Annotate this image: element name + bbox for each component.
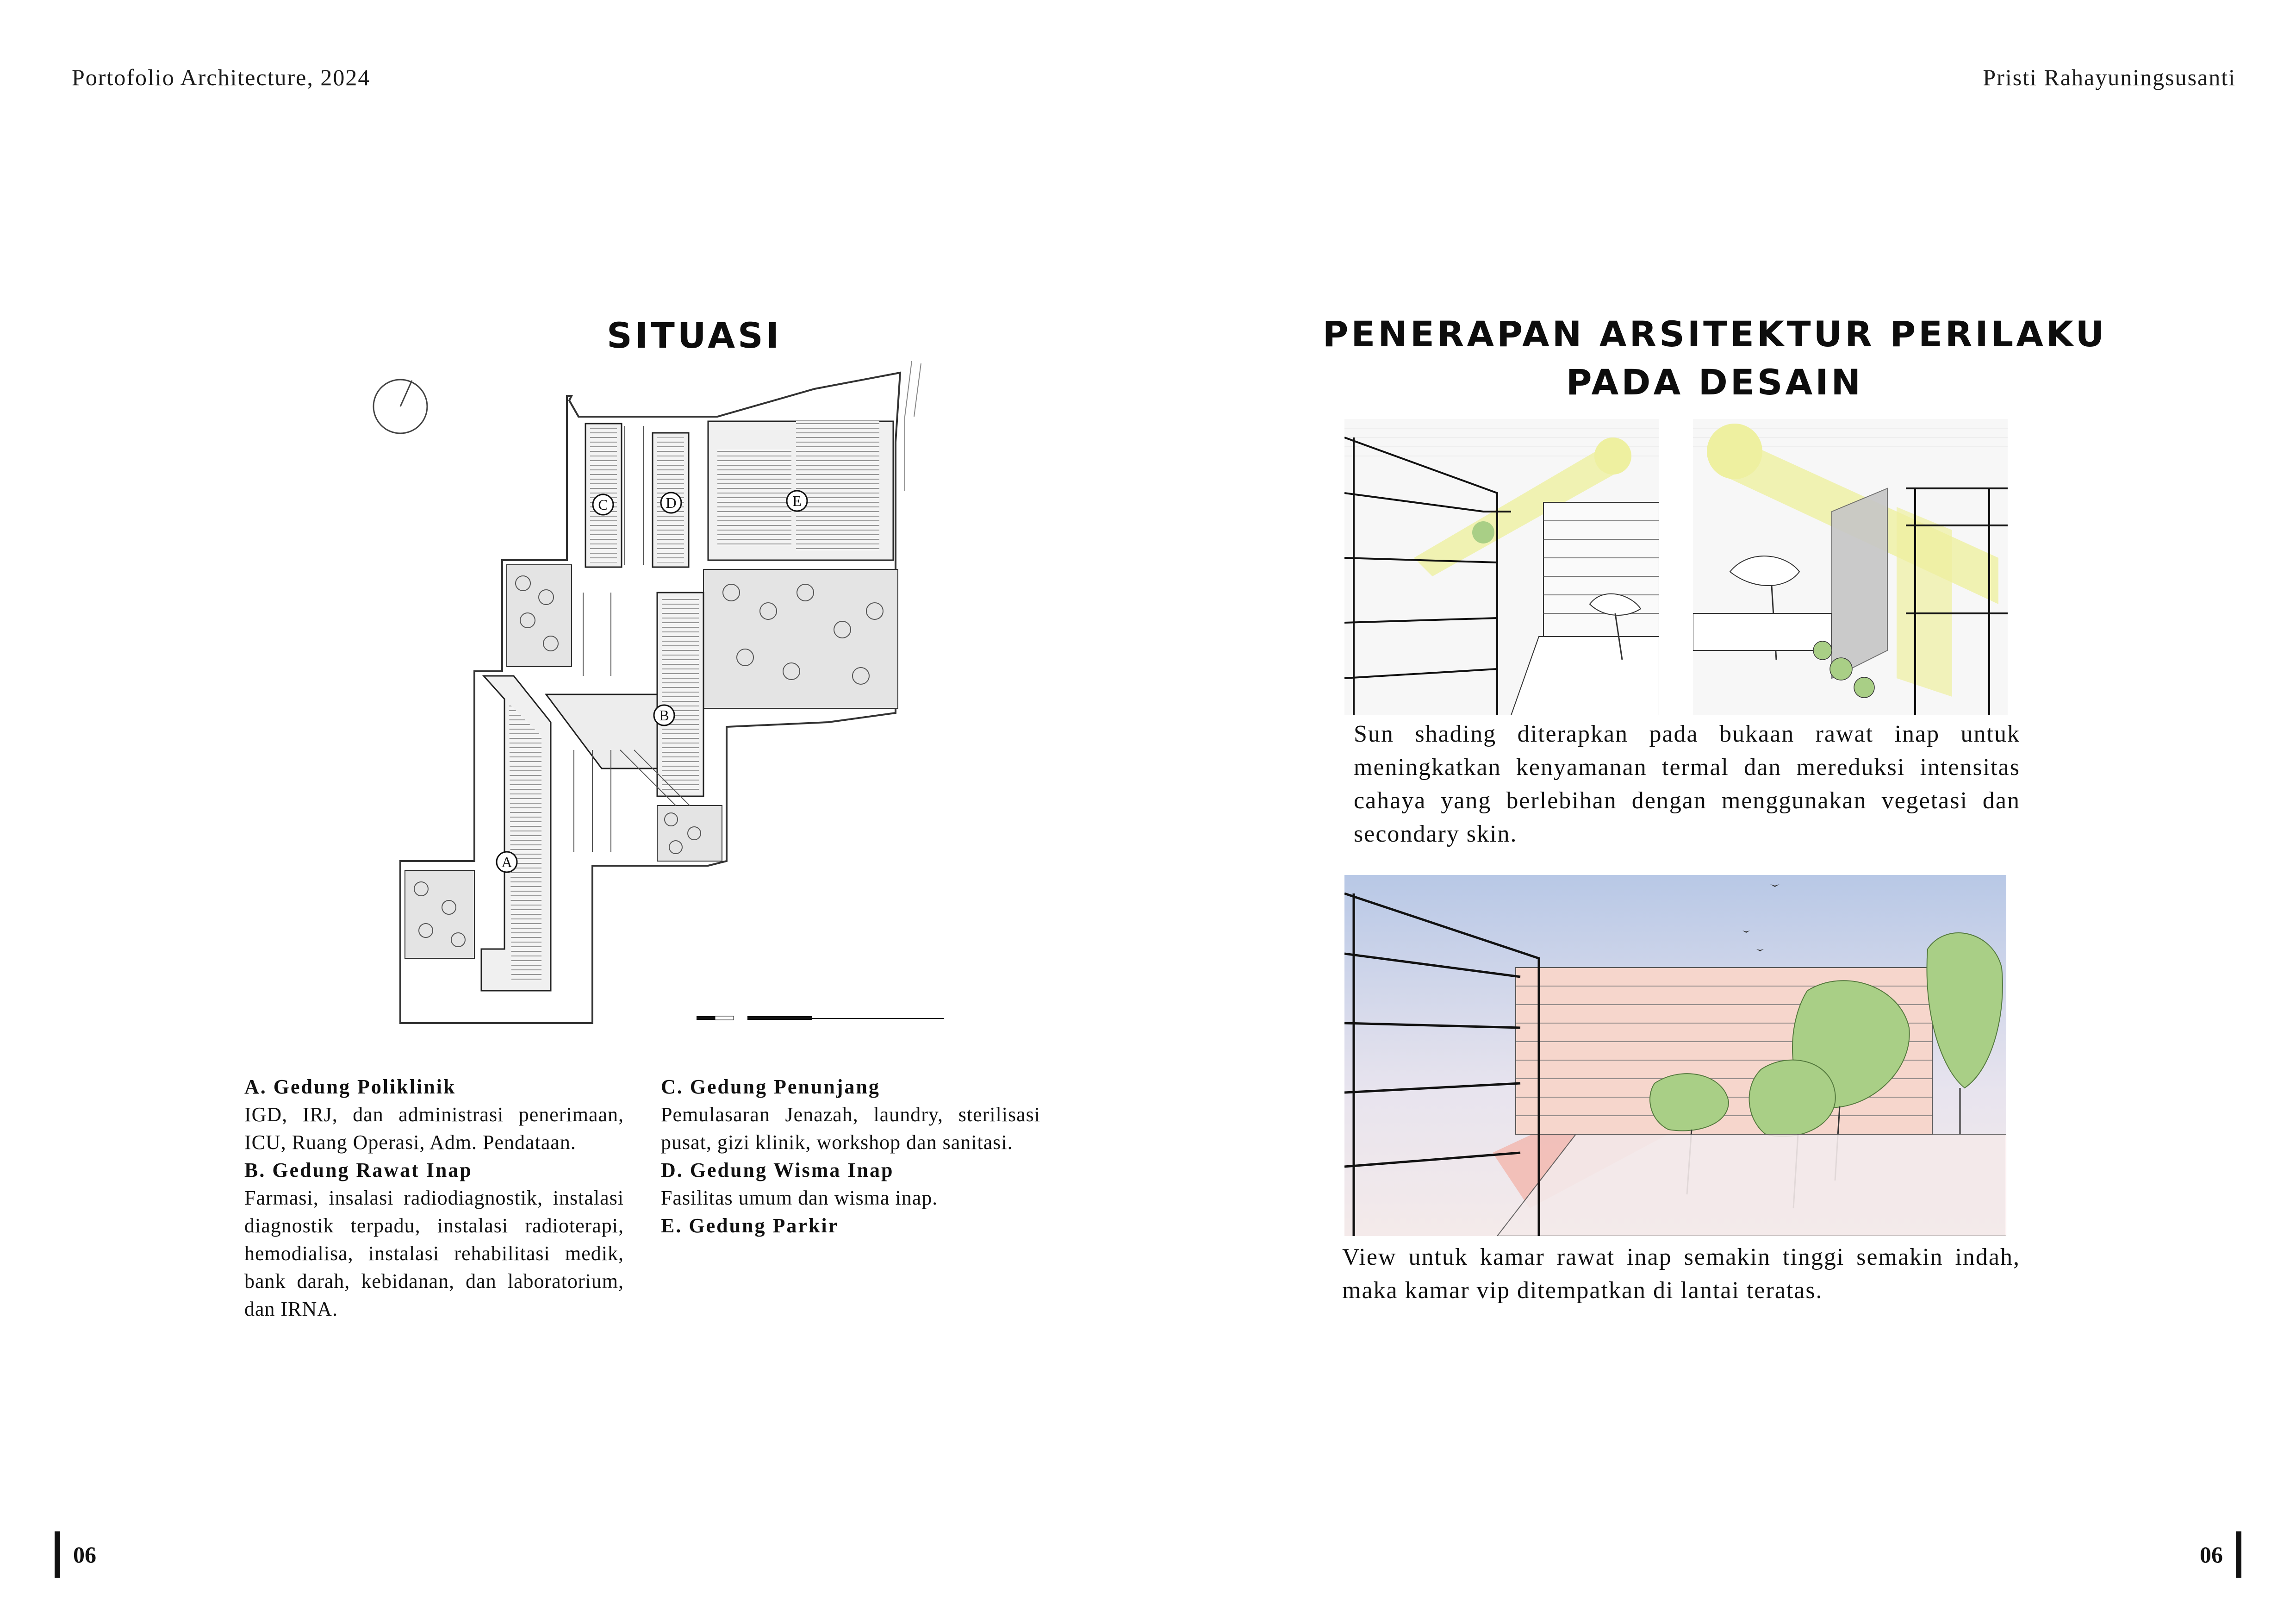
plan-label-d: D — [666, 494, 677, 511]
legend-b-body: Farmasi, insalasi radiodiagnostik, instalasi diagnostik terpadu, instalasi radioterapi, hemodialisa, instalasi rehabilitasi medik, bank darah, kebidanan, dan laboratorium, dan IRNA. — [244, 1187, 624, 1320]
plan-label-b: B — [659, 707, 669, 724]
author-name: Pristi Rahayuningsusanti — [1983, 64, 2236, 90]
penerapan-heading-line2: PADA DESAIN — [1566, 362, 1864, 403]
sun-shading-render-right — [1693, 419, 2008, 715]
legend-d-body: Fasilitas umum dan wisma inap. — [661, 1187, 938, 1209]
penerapan-heading — [1287, 310, 2143, 406]
sun-shading-caption: Sun shading diterapkan pada bukaan rawat inap untuk meningkatkan kenyamanan termal dan mereduksi intensitas cahaya yang berlebihan dengan menggunakan vegetasi dan secondary skin. — [1354, 721, 2020, 847]
page-marker-bar — [2236, 1531, 2241, 1578]
site-plan-drawing — [352, 352, 953, 1065]
legend-a-body: IGD, IRJ, dan administrasi penerimaan, ICU, Ruang Operasi, Adm. Pendataan. — [244, 1103, 624, 1154]
page-marker-bar — [55, 1531, 60, 1578]
view-caption: View untuk kamar rawat inap semakin tinggi semakin indah, maka kamar vip ditempatkan di lantai teratas. — [1342, 1244, 2020, 1304]
legend-c-heading: C. Gedung Penunjang — [661, 1075, 880, 1098]
legend-e-heading: E. Gedung Parkir — [661, 1214, 839, 1237]
sun-shading-render-left — [1344, 419, 1659, 715]
situasi-heading: SITUASI — [606, 315, 782, 356]
penerapan-heading-line1: PENERAPAN ARSITEKTUR PERILAKU — [1322, 313, 2107, 355]
page-number-left — [55, 1531, 96, 1578]
legend-a-heading: A. Gedung Poliklinik — [244, 1075, 456, 1098]
legend-c-body: Pemulasaran Jenazah, laundry, sterilisasi pusat, gizi klinik, workshop dan sanitasi. — [661, 1103, 1040, 1154]
legend-b-heading: B. Gedung Rawat Inap — [244, 1159, 473, 1181]
legend-left-column — [244, 1073, 624, 1323]
portfolio-header-title: Portofolio Architecture, 2024 — [72, 64, 371, 90]
view-render — [1344, 875, 2006, 1236]
page-number-left-text: 06 — [73, 1542, 96, 1568]
plan-label-c: C — [598, 496, 608, 513]
page-number-right — [2200, 1531, 2241, 1578]
page-number-right-text: 06 — [2200, 1542, 2223, 1568]
scale-bar — [697, 1016, 944, 1020]
legend-right-column — [661, 1073, 1040, 1240]
legend-d-heading: D. Gedung Wisma Inap — [661, 1159, 894, 1181]
plan-label-a: A — [501, 854, 512, 870]
plan-label-e: E — [792, 493, 802, 509]
north-arrow-icon — [373, 380, 427, 433]
